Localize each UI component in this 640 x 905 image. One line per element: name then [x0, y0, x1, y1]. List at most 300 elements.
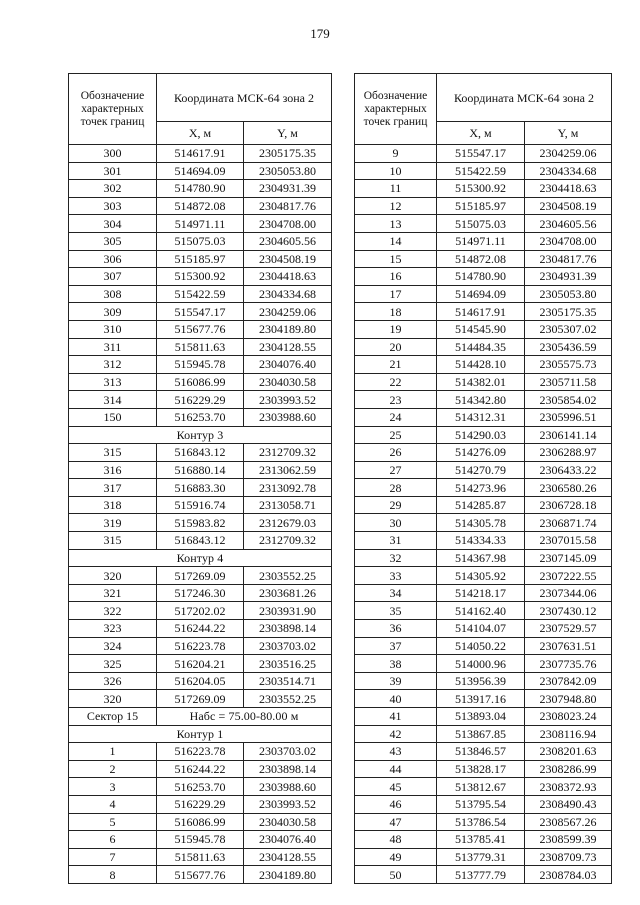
x-coordinate-cell: 516204.05 [157, 672, 244, 690]
point-id-cell: 40 [355, 690, 437, 708]
x-coordinate-cell: 515677.76 [157, 320, 244, 338]
x-coordinate-cell: 515300.92 [437, 180, 525, 198]
point-id-cell: 14 [355, 232, 437, 250]
y-coordinate-cell: 2306871.74 [525, 514, 612, 532]
y-coordinate-cell: 2304817.76 [244, 197, 332, 215]
x-coordinate-cell: 514617.91 [157, 145, 244, 163]
x-coordinate-cell: 516843.12 [157, 444, 244, 462]
table-row [69, 373, 332, 391]
point-id-cell: 2 [69, 760, 157, 778]
table-row [69, 479, 332, 497]
table-row [69, 637, 332, 655]
table-row [355, 866, 612, 884]
x-coordinate-cell: 514872.08 [437, 250, 525, 268]
table-row [355, 391, 612, 409]
point-id-cell: 310 [69, 320, 157, 338]
y-coordinate-cell: 2304508.19 [244, 250, 332, 268]
x-coordinate-cell: 517269.09 [157, 690, 244, 708]
y-coordinate-cell: 2304605.56 [525, 215, 612, 233]
table-row [69, 532, 332, 550]
y-coordinate-cell: 2304030.58 [244, 373, 332, 391]
y-coordinate-cell: 2304418.63 [244, 268, 332, 286]
point-id-cell: 33 [355, 567, 437, 585]
x-coordinate-cell: 514276.09 [437, 444, 525, 462]
y-coordinate-cell: 2304030.58 [244, 813, 332, 831]
table-row [355, 408, 612, 426]
table-row [355, 620, 612, 638]
y-coordinate-cell: 2303898.14 [244, 620, 332, 638]
point-id-cell: 32 [355, 549, 437, 567]
point-id-cell: 29 [355, 496, 437, 514]
table-row [355, 567, 612, 585]
x-coordinate-cell: 514285.87 [437, 496, 525, 514]
x-coordinate-cell: 515547.17 [157, 303, 244, 321]
point-id-cell: 11 [355, 180, 437, 198]
x-coordinate-cell: 515300.92 [157, 268, 244, 286]
table-row [355, 232, 612, 250]
table-row [69, 461, 332, 479]
point-id-cell: 36 [355, 620, 437, 638]
table-row [355, 813, 612, 831]
table-row [355, 549, 612, 567]
x-coordinate-cell: 514162.40 [437, 602, 525, 620]
x-coordinate-cell: 516229.29 [157, 795, 244, 813]
point-id-cell: 10 [355, 162, 437, 180]
y-coordinate-cell: 2312679.03 [244, 514, 332, 532]
y-coordinate-cell: 2308201.63 [525, 743, 612, 761]
x-coordinate-cell: 517202.02 [157, 602, 244, 620]
point-id-cell: 15 [355, 250, 437, 268]
x-coordinate-cell: 515811.63 [157, 338, 244, 356]
y-coordinate-cell: 2305854.02 [525, 391, 612, 409]
x-coordinate-cell: 516204.21 [157, 655, 244, 673]
y-coordinate-cell: 2303931.90 [244, 602, 332, 620]
y-coordinate-cell: 2308709.73 [525, 848, 612, 866]
x-coordinate-cell: 514218.17 [437, 584, 525, 602]
x-coordinate-cell: 514971.11 [437, 232, 525, 250]
x-coordinate-cell: 514305.92 [437, 567, 525, 585]
x-coordinate-cell: 516883.30 [157, 479, 244, 497]
y-coordinate-cell: 2308116.94 [525, 725, 612, 743]
point-id-cell: 38 [355, 655, 437, 673]
table-row [69, 567, 332, 585]
point-id-cell: 18 [355, 303, 437, 321]
x-coordinate-cell: 516253.70 [157, 408, 244, 426]
point-id-cell: 21 [355, 356, 437, 374]
table-row [355, 655, 612, 673]
point-id-cell: 312 [69, 356, 157, 374]
table-row [355, 848, 612, 866]
table-row [69, 444, 332, 462]
x-coordinate-cell: 514000.96 [437, 655, 525, 673]
y-coordinate-cell: 2303552.25 [244, 567, 332, 585]
table-row [355, 602, 612, 620]
point-id-cell: 306 [69, 250, 157, 268]
table-row [355, 725, 612, 743]
table-row [69, 426, 332, 444]
table-row [69, 496, 332, 514]
y-coordinate-cell: 2303703.02 [244, 637, 332, 655]
y-coordinate-cell: 2305711.58 [525, 373, 612, 391]
x-coordinate-cell: 514290.03 [437, 426, 525, 444]
x-coordinate-cell: 514273.96 [437, 479, 525, 497]
table-row [69, 866, 332, 884]
x-coordinate-cell: 513785.41 [437, 831, 525, 849]
point-id-cell: 300 [69, 145, 157, 163]
y-coordinate-cell: 2306433.22 [525, 461, 612, 479]
table-row [69, 743, 332, 761]
point-id-cell: 48 [355, 831, 437, 849]
table-row [69, 145, 332, 163]
y-coordinate-cell: 2304817.76 [525, 250, 612, 268]
x-coordinate-cell: 515811.63 [157, 848, 244, 866]
x-coordinate-cell: 514334.33 [437, 532, 525, 550]
table-row [69, 320, 332, 338]
header-y: Y, м [525, 122, 612, 145]
header-coord-group: Координата МСК-64 зона 2 [437, 74, 612, 122]
y-coordinate-cell: 2303988.60 [244, 778, 332, 796]
table-row [69, 408, 332, 426]
y-coordinate-cell: 2306288.97 [525, 444, 612, 462]
table-row [69, 162, 332, 180]
y-coordinate-cell: 2307631.51 [525, 637, 612, 655]
y-coordinate-cell: 2304708.00 [525, 232, 612, 250]
x-coordinate-cell: 516843.12 [157, 532, 244, 550]
header-x: X, м [157, 122, 244, 145]
table-row [355, 145, 612, 163]
x-coordinate-cell: 514694.09 [437, 285, 525, 303]
y-coordinate-cell: 2307015.58 [525, 532, 612, 550]
coordinates-table-right [354, 73, 612, 884]
y-coordinate-cell: 2304708.00 [244, 215, 332, 233]
point-id-cell: 3 [69, 778, 157, 796]
table-row [355, 778, 612, 796]
x-coordinate-cell: 515677.76 [157, 866, 244, 884]
y-coordinate-cell: 2305175.35 [244, 145, 332, 163]
point-id-cell: 5 [69, 813, 157, 831]
table-row [355, 584, 612, 602]
x-coordinate-cell: 514050.22 [437, 637, 525, 655]
point-id-cell: 150 [69, 408, 157, 426]
y-coordinate-cell: 2308490.43 [525, 795, 612, 813]
contour-heading: Контур 3 [69, 426, 332, 444]
y-coordinate-cell: 2307948.80 [525, 690, 612, 708]
coordinates-table-left [68, 73, 332, 884]
x-coordinate-cell: 513956.39 [437, 672, 525, 690]
point-id-cell: 9 [355, 145, 437, 163]
point-id-cell: 315 [69, 444, 157, 462]
header-coord-group: Координата МСК-64 зона 2 [157, 74, 332, 122]
point-id-cell: 22 [355, 373, 437, 391]
table-row [69, 795, 332, 813]
table-row [69, 285, 332, 303]
point-id-cell: 27 [355, 461, 437, 479]
table-row [355, 250, 612, 268]
x-coordinate-cell: 515983.82 [157, 514, 244, 532]
x-coordinate-cell: 513786.54 [437, 813, 525, 831]
point-id-cell: 315 [69, 532, 157, 550]
y-coordinate-cell: 2304259.06 [244, 303, 332, 321]
table-row [69, 655, 332, 673]
table-row [355, 532, 612, 550]
point-id-cell: 305 [69, 232, 157, 250]
point-id-cell: 319 [69, 514, 157, 532]
table-row [355, 444, 612, 462]
point-id-cell: 30 [355, 514, 437, 532]
table-row [355, 162, 612, 180]
point-id-cell: 301 [69, 162, 157, 180]
point-id-cell: 324 [69, 637, 157, 655]
header-point-label: Обозначение характерных точек границ [355, 74, 437, 145]
height-range-cell: Набс = 75.00-80.00 м [157, 708, 332, 726]
y-coordinate-cell: 2307529.57 [525, 620, 612, 638]
point-id-cell: 303 [69, 197, 157, 215]
x-coordinate-cell: 515422.59 [437, 162, 525, 180]
contour-heading: Контур 1 [69, 725, 332, 743]
header-x: X, м [437, 122, 525, 145]
x-coordinate-cell: 514545.90 [437, 320, 525, 338]
table-row [355, 461, 612, 479]
y-coordinate-cell: 2313062.59 [244, 461, 332, 479]
x-coordinate-cell: 516223.78 [157, 637, 244, 655]
table-row [355, 831, 612, 849]
y-coordinate-cell: 2307430.12 [525, 602, 612, 620]
point-id-cell: 34 [355, 584, 437, 602]
y-coordinate-cell: 2304128.55 [244, 338, 332, 356]
y-coordinate-cell: 2303993.52 [244, 391, 332, 409]
x-coordinate-cell: 515075.03 [437, 215, 525, 233]
point-id-cell: 39 [355, 672, 437, 690]
point-id-cell: 8 [69, 866, 157, 884]
point-id-cell: 309 [69, 303, 157, 321]
y-coordinate-cell: 2308023.24 [525, 708, 612, 726]
x-coordinate-cell: 513812.67 [437, 778, 525, 796]
x-coordinate-cell: 514312.31 [437, 408, 525, 426]
y-coordinate-cell: 2304189.80 [244, 866, 332, 884]
point-id-cell: 321 [69, 584, 157, 602]
table-row [69, 232, 332, 250]
point-id-cell: 42 [355, 725, 437, 743]
x-coordinate-cell: 514382.01 [437, 373, 525, 391]
x-coordinate-cell: 516880.14 [157, 461, 244, 479]
x-coordinate-cell: 513828.17 [437, 760, 525, 778]
y-coordinate-cell: 2304259.06 [525, 145, 612, 163]
point-id-cell: 20 [355, 338, 437, 356]
y-coordinate-cell: 2303993.52 [244, 795, 332, 813]
table-row [69, 180, 332, 198]
x-coordinate-cell: 514872.08 [157, 197, 244, 215]
y-coordinate-cell: 2307735.76 [525, 655, 612, 673]
table-row [69, 672, 332, 690]
table-row [355, 426, 612, 444]
x-coordinate-cell: 514104.07 [437, 620, 525, 638]
table-row [355, 479, 612, 497]
y-coordinate-cell: 2304931.39 [244, 180, 332, 198]
y-coordinate-cell: 2312709.32 [244, 444, 332, 462]
x-coordinate-cell: 517246.30 [157, 584, 244, 602]
point-id-cell: 43 [355, 743, 437, 761]
x-coordinate-cell: 515945.78 [157, 831, 244, 849]
point-id-cell: 314 [69, 391, 157, 409]
y-coordinate-cell: 2308784.03 [525, 866, 612, 884]
table-row [355, 268, 612, 286]
point-id-cell: 41 [355, 708, 437, 726]
point-id-cell: 31 [355, 532, 437, 550]
x-coordinate-cell: 514617.91 [437, 303, 525, 321]
y-coordinate-cell: 2305175.35 [525, 303, 612, 321]
y-coordinate-cell: 2305053.80 [244, 162, 332, 180]
point-id-cell: 35 [355, 602, 437, 620]
point-id-cell: 19 [355, 320, 437, 338]
point-id-cell: 313 [69, 373, 157, 391]
x-coordinate-cell: 516244.22 [157, 760, 244, 778]
y-coordinate-cell: 2303703.02 [244, 743, 332, 761]
x-coordinate-cell: 515547.17 [437, 145, 525, 163]
x-coordinate-cell: 516244.22 [157, 620, 244, 638]
table-row [355, 285, 612, 303]
y-coordinate-cell: 2304076.40 [244, 831, 332, 849]
point-id-cell: 17 [355, 285, 437, 303]
x-coordinate-cell: 516086.99 [157, 373, 244, 391]
table-row [69, 549, 332, 567]
point-id-cell: 308 [69, 285, 157, 303]
y-coordinate-cell: 2313092.78 [244, 479, 332, 497]
y-coordinate-cell: 2308599.39 [525, 831, 612, 849]
y-coordinate-cell: 2306728.18 [525, 496, 612, 514]
y-coordinate-cell: 2304334.68 [525, 162, 612, 180]
x-coordinate-cell: 514428.10 [437, 356, 525, 374]
x-coordinate-cell: 514780.90 [437, 268, 525, 286]
table-row [69, 813, 332, 831]
point-id-cell: 318 [69, 496, 157, 514]
point-id-cell: 50 [355, 866, 437, 884]
y-coordinate-cell: 2303681.26 [244, 584, 332, 602]
x-coordinate-cell: 517269.09 [157, 567, 244, 585]
x-coordinate-cell: 514971.11 [157, 215, 244, 233]
point-id-cell: 325 [69, 655, 157, 673]
y-coordinate-cell: 2303988.60 [244, 408, 332, 426]
y-coordinate-cell: 2306580.26 [525, 479, 612, 497]
header-point-label: Обозначение характерных точек границ [69, 74, 157, 145]
point-id-cell: 16 [355, 268, 437, 286]
x-coordinate-cell: 514305.78 [437, 514, 525, 532]
table-row [69, 338, 332, 356]
point-id-cell: 6 [69, 831, 157, 849]
table-row [69, 250, 332, 268]
table-row [355, 637, 612, 655]
table-row [355, 303, 612, 321]
point-id-cell: 23 [355, 391, 437, 409]
point-id-cell: 317 [69, 479, 157, 497]
x-coordinate-cell: 513846.57 [437, 743, 525, 761]
table-row [69, 725, 332, 743]
table-row [69, 584, 332, 602]
point-id-cell: 28 [355, 479, 437, 497]
table-row [355, 672, 612, 690]
point-id-cell: 47 [355, 813, 437, 831]
table-row [69, 778, 332, 796]
y-coordinate-cell: 2307145.09 [525, 549, 612, 567]
x-coordinate-cell: 513779.31 [437, 848, 525, 866]
table-row [355, 356, 612, 374]
y-coordinate-cell: 2303516.25 [244, 655, 332, 673]
y-coordinate-cell: 2312709.32 [244, 532, 332, 550]
table-row [69, 848, 332, 866]
table-row [69, 760, 332, 778]
table-row [355, 795, 612, 813]
x-coordinate-cell: 513917.16 [437, 690, 525, 708]
point-id-cell: 320 [69, 690, 157, 708]
y-coordinate-cell: 2304508.19 [525, 197, 612, 215]
point-id-cell: 322 [69, 602, 157, 620]
point-id-cell: 12 [355, 197, 437, 215]
table-row [355, 197, 612, 215]
point-id-cell: 307 [69, 268, 157, 286]
point-id-cell: 320 [69, 567, 157, 585]
point-id-cell: 37 [355, 637, 437, 655]
y-coordinate-cell: 2303552.25 [244, 690, 332, 708]
table-row [355, 690, 612, 708]
x-coordinate-cell: 515185.97 [437, 197, 525, 215]
y-coordinate-cell: 2305996.51 [525, 408, 612, 426]
point-id-cell: 45 [355, 778, 437, 796]
x-coordinate-cell: 515075.03 [157, 232, 244, 250]
table-row [355, 743, 612, 761]
x-coordinate-cell: 513867.85 [437, 725, 525, 743]
table-row [69, 690, 332, 708]
y-coordinate-cell: 2305053.80 [525, 285, 612, 303]
point-id-cell: 316 [69, 461, 157, 479]
table-row [69, 356, 332, 374]
y-coordinate-cell: 2305575.73 [525, 356, 612, 374]
point-id-cell: 13 [355, 215, 437, 233]
page-number: 179 [310, 26, 330, 41]
point-id-cell: Сектор 15 [69, 708, 157, 726]
y-coordinate-cell: 2303898.14 [244, 760, 332, 778]
y-coordinate-cell: 2308567.26 [525, 813, 612, 831]
table-row [69, 268, 332, 286]
table-row [69, 514, 332, 532]
table-row [355, 320, 612, 338]
point-id-cell: 46 [355, 795, 437, 813]
y-coordinate-cell: 2304076.40 [244, 356, 332, 374]
y-coordinate-cell: 2313058.71 [244, 496, 332, 514]
table-row [355, 496, 612, 514]
point-id-cell: 1 [69, 743, 157, 761]
table-row [355, 180, 612, 198]
x-coordinate-cell: 515945.78 [157, 356, 244, 374]
x-coordinate-cell: 516086.99 [157, 813, 244, 831]
y-coordinate-cell: 2304334.68 [244, 285, 332, 303]
table-row [69, 215, 332, 233]
x-coordinate-cell: 514780.90 [157, 180, 244, 198]
x-coordinate-cell: 515422.59 [157, 285, 244, 303]
header-y: Y, м [244, 122, 332, 145]
x-coordinate-cell: 515185.97 [157, 250, 244, 268]
y-coordinate-cell: 2304189.80 [244, 320, 332, 338]
y-coordinate-cell: 2307842.09 [525, 672, 612, 690]
point-id-cell: 44 [355, 760, 437, 778]
table-row [69, 391, 332, 409]
table-row [69, 303, 332, 321]
y-coordinate-cell: 2308286.99 [525, 760, 612, 778]
x-coordinate-cell: 514694.09 [157, 162, 244, 180]
y-coordinate-cell: 2307344.06 [525, 584, 612, 602]
table-row [355, 708, 612, 726]
table-row [355, 338, 612, 356]
y-coordinate-cell: 2308372.93 [525, 778, 612, 796]
point-id-cell: 323 [69, 620, 157, 638]
